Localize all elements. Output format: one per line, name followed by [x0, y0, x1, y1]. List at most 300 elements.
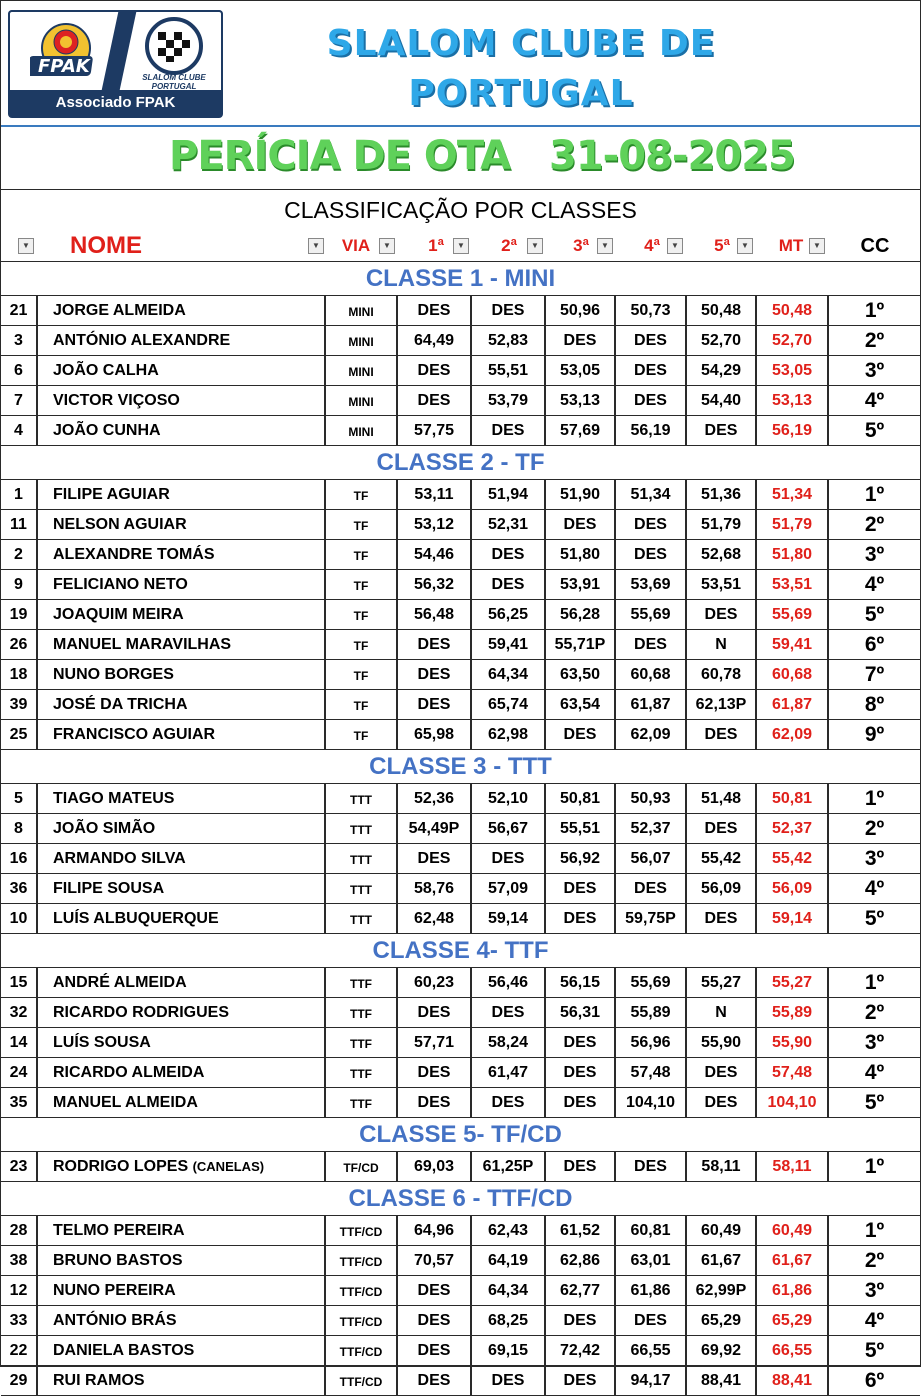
run-1-time: DES: [398, 1276, 472, 1305]
run-1-time: 54,46: [398, 540, 472, 569]
scp-logo-text: SLALOM CLUBE PORTUGAL: [142, 73, 206, 91]
run-1-time: 54,49P: [398, 814, 472, 843]
class-position: 1º: [864, 1155, 885, 1178]
class-position: 1º: [864, 787, 885, 810]
best-time: 57,48: [757, 1058, 829, 1087]
run-3-time: DES: [546, 1366, 616, 1395]
best-time: 53,51: [757, 570, 829, 599]
driver-name: NUNO BORGES: [38, 660, 326, 689]
run-3-time: 50,81: [546, 784, 616, 813]
run-4-time: 51,34: [616, 480, 687, 509]
best-time: 53,05: [757, 356, 829, 385]
run-4-time: 55,69: [616, 968, 687, 997]
best-time: 61,86: [757, 1276, 829, 1305]
table-row: [1, 784, 920, 814]
run-5-time: 51,79: [687, 510, 757, 539]
run-2-time: 64,34: [472, 1276, 546, 1305]
run-4-time: DES: [616, 540, 687, 569]
car-number: 38: [1, 1246, 38, 1275]
run-3-time: 51,80: [546, 540, 616, 569]
car-number: 5: [1, 784, 38, 813]
run-4-time: 50,93: [616, 784, 687, 813]
best-time: 59,14: [757, 904, 829, 933]
driver-name: BRUNO BASTOS: [38, 1246, 326, 1275]
car-number: 10: [1, 904, 38, 933]
run-3-time: DES: [546, 1088, 616, 1117]
run-3-time: 56,92: [546, 844, 616, 873]
run-2-time: 52,10: [472, 784, 546, 813]
car-number: 18: [1, 660, 38, 689]
run-1-time: 52,36: [398, 784, 472, 813]
table-row: [1, 570, 920, 600]
run-4-time: 59,75P: [616, 904, 687, 933]
run-2-time: DES: [472, 998, 546, 1027]
driver-name: NUNO PEREIRA: [38, 1276, 326, 1305]
car-number: 28: [1, 1216, 38, 1245]
run-2-time: 56,67: [472, 814, 546, 843]
col-r5: 5ª: [714, 236, 730, 255]
car-number: 12: [1, 1276, 38, 1305]
driver-name: RICARDO ALMEIDA: [38, 1058, 326, 1087]
event-name: PERÍCIA DE OTA: [169, 133, 511, 179]
run-3-time: 57,69: [546, 416, 616, 445]
run-2-time: 53,79: [472, 386, 546, 415]
vehicle-class: TTT: [326, 814, 398, 843]
driver-name: NELSON AGUIAR: [38, 510, 326, 539]
table-row: [1, 904, 920, 934]
filter-dropdown-icon[interactable]: ▼: [737, 238, 753, 254]
table-row: [1, 1336, 920, 1366]
car-number: 9: [1, 570, 38, 599]
car-number: 7: [1, 386, 38, 415]
driver-name: VICTOR VIÇOSO: [38, 386, 326, 415]
class-position: 8º: [864, 693, 885, 716]
run-3-time: DES: [546, 1058, 616, 1087]
run-4-time: 61,87: [616, 690, 687, 719]
class-position: 6º: [864, 1369, 885, 1392]
run-5-time: 50,48: [687, 296, 757, 325]
best-time: 51,34: [757, 480, 829, 509]
best-time: 88,41: [757, 1366, 829, 1395]
best-time: 61,67: [757, 1246, 829, 1275]
vehicle-class: TTF: [326, 998, 398, 1027]
class-position: 3º: [864, 847, 885, 870]
driver-name: JOÃO SIMÃO: [38, 814, 326, 843]
best-time: 65,29: [757, 1306, 829, 1335]
table-row: [1, 1028, 920, 1058]
table-row: [1, 1152, 920, 1182]
best-time: 59,41: [757, 630, 829, 659]
car-number: 29: [1, 1366, 38, 1395]
run-1-time: 69,03: [398, 1152, 472, 1181]
run-4-time: 62,09: [616, 720, 687, 749]
class-position: 1º: [864, 483, 885, 506]
best-time: 51,80: [757, 540, 829, 569]
best-time: 50,48: [757, 296, 829, 325]
club-title-line1: SLALOM CLUBE DE: [326, 23, 716, 64]
vehicle-class: TTF: [326, 1088, 398, 1117]
table-row: [1, 844, 920, 874]
vehicle-class: TF/CD: [326, 1152, 398, 1181]
best-time: 58,11: [757, 1152, 829, 1181]
class-position: 1º: [864, 971, 885, 994]
car-number: 8: [1, 814, 38, 843]
run-5-time: 60,49: [687, 1216, 757, 1245]
run-2-time: 51,94: [472, 480, 546, 509]
run-5-time: 53,51: [687, 570, 757, 599]
vehicle-class: TTF/CD: [326, 1366, 398, 1395]
run-5-time: 54,29: [687, 356, 757, 385]
car-number: 32: [1, 998, 38, 1027]
run-1-time: 56,32: [398, 570, 472, 599]
run-1-time: 53,11: [398, 480, 472, 509]
driver-name-text: RODRIGO LOPES: [53, 1158, 189, 1175]
run-4-time: 57,48: [616, 1058, 687, 1087]
best-time: 52,37: [757, 814, 829, 843]
car-number: 22: [1, 1336, 38, 1365]
table-row: [1, 814, 920, 844]
best-time: 53,13: [757, 386, 829, 415]
best-time: 51,79: [757, 510, 829, 539]
run-3-time: DES: [546, 1028, 616, 1057]
run-4-time: DES: [616, 874, 687, 903]
run-5-time: 52,70: [687, 326, 757, 355]
driver-name: FILIPE AGUIAR: [38, 480, 326, 509]
best-time: 61,87: [757, 690, 829, 719]
run-5-time: 65,29: [687, 1306, 757, 1335]
run-5-time: 62,13P: [687, 690, 757, 719]
run-2-time: 56,25: [472, 600, 546, 629]
run-3-time: 56,28: [546, 600, 616, 629]
best-time: 55,27: [757, 968, 829, 997]
vehicle-class: TF: [326, 720, 398, 749]
run-5-time: DES: [687, 814, 757, 843]
driver-name: ARMANDO SILVA: [38, 844, 326, 873]
run-3-time: 55,71P: [546, 630, 616, 659]
class-position: 1º: [864, 1219, 885, 1242]
class-header: CLASSE 6 - TTF/CD: [1, 1182, 920, 1216]
run-2-time: 57,09: [472, 874, 546, 903]
filter-dropdown-icon[interactable]: ▼: [667, 238, 683, 254]
car-number: 33: [1, 1306, 38, 1335]
driver-name: ANTÓNIO BRÁS: [38, 1306, 326, 1335]
run-2-time: 65,74: [472, 690, 546, 719]
run-5-time: DES: [687, 904, 757, 933]
class-position: 5º: [864, 1091, 885, 1114]
class-position: 5º: [864, 907, 885, 930]
driver-name: FELICIANO NETO: [38, 570, 326, 599]
run-3-time: 62,86: [546, 1246, 616, 1275]
run-5-time: DES: [687, 600, 757, 629]
driver-name: FRANCISCO AGUIAR: [38, 720, 326, 749]
event-date: 31-08-2025: [549, 133, 795, 179]
driver-name: ALEXANDRE TOMÁS: [38, 540, 326, 569]
run-3-time: 50,96: [546, 296, 616, 325]
table-row: [1, 510, 920, 540]
run-5-time: 54,40: [687, 386, 757, 415]
results-table: [1, 262, 920, 1396]
vehicle-class: TTF: [326, 968, 398, 997]
class-position: 2º: [864, 817, 885, 840]
driver-name: JOAQUIM MEIRA: [38, 600, 326, 629]
run-2-time: DES: [472, 1088, 546, 1117]
driver-name: RUI RAMOS: [38, 1366, 326, 1395]
run-1-time: DES: [398, 296, 472, 325]
run-2-time: 61,25P: [472, 1152, 546, 1181]
run-4-time: 60,68: [616, 660, 687, 689]
run-5-time: 51,48: [687, 784, 757, 813]
class-position: 5º: [864, 419, 885, 442]
run-2-time: DES: [472, 844, 546, 873]
car-number: 15: [1, 968, 38, 997]
run-5-time: 62,99P: [687, 1276, 757, 1305]
run-2-time: 58,24: [472, 1028, 546, 1057]
car-number: 6: [1, 356, 38, 385]
car-number: 11: [1, 510, 38, 539]
driver-name: JOSÉ DA TRICHA: [38, 690, 326, 719]
class-position: 4º: [864, 1061, 885, 1084]
run-5-time: 55,90: [687, 1028, 757, 1057]
class-position: 4º: [864, 389, 885, 412]
filter-dropdown-icon[interactable]: ▼: [379, 238, 395, 254]
run-4-time: DES: [616, 326, 687, 355]
driver-name: MANUEL ALMEIDA: [38, 1088, 326, 1117]
event-banner: [1, 127, 920, 190]
vehicle-class: MINI: [326, 326, 398, 355]
run-3-time: 53,13: [546, 386, 616, 415]
run-1-time: DES: [398, 998, 472, 1027]
run-4-time: 60,81: [616, 1216, 687, 1245]
vehicle-class: TF: [326, 660, 398, 689]
run-4-time: DES: [616, 510, 687, 539]
car-number: 2: [1, 540, 38, 569]
run-2-time: 52,31: [472, 510, 546, 539]
run-5-time: N: [687, 998, 757, 1027]
run-1-time: 57,75: [398, 416, 472, 445]
run-1-time: DES: [398, 1058, 472, 1087]
run-2-time: 61,47: [472, 1058, 546, 1087]
car-number: 14: [1, 1028, 38, 1057]
table-row: [1, 1216, 920, 1246]
best-time: 52,70: [757, 326, 829, 355]
driver-name: MANUEL MARAVILHAS: [38, 630, 326, 659]
vehicle-class: TF: [326, 630, 398, 659]
best-time: 104,10: [757, 1088, 829, 1117]
run-2-time: 59,41: [472, 630, 546, 659]
filter-dropdown-icon[interactable]: ▼: [308, 238, 324, 254]
table-row: [1, 690, 920, 720]
class-position: 3º: [864, 1279, 885, 1302]
run-3-time: DES: [546, 1152, 616, 1181]
run-1-time: 58,76: [398, 874, 472, 903]
run-4-time: 55,69: [616, 600, 687, 629]
filter-dropdown-icon[interactable]: ▼: [18, 238, 34, 254]
col-cc: CC: [860, 235, 890, 257]
table-row: [1, 480, 920, 510]
table-row: [1, 356, 920, 386]
col-r4: 4ª: [644, 236, 660, 255]
run-2-time: DES: [472, 570, 546, 599]
run-4-time: DES: [616, 1152, 687, 1181]
run-5-time: 60,78: [687, 660, 757, 689]
best-time: 56,19: [757, 416, 829, 445]
car-number: 3: [1, 326, 38, 355]
run-1-time: DES: [398, 660, 472, 689]
run-1-time: DES: [398, 1088, 472, 1117]
driver-name: DANIELA BASTOS: [38, 1336, 326, 1365]
filter-dropdown-icon[interactable]: ▼: [809, 238, 825, 254]
table-row: [1, 416, 920, 446]
table-row: [1, 296, 920, 326]
run-3-time: 63,54: [546, 690, 616, 719]
run-1-time: DES: [398, 386, 472, 415]
run-4-time: 52,37: [616, 814, 687, 843]
run-3-time: 63,50: [546, 660, 616, 689]
run-2-time: 52,83: [472, 326, 546, 355]
class-position: 2º: [864, 513, 885, 536]
vehicle-class: TTF/CD: [326, 1216, 398, 1245]
filter-dropdown-icon[interactable]: ▼: [527, 238, 543, 254]
table-row: [1, 874, 920, 904]
vehicle-class: TTT: [326, 874, 398, 903]
filter-dropdown-icon[interactable]: ▼: [453, 238, 469, 254]
driver-name: JOÃO CALHA: [38, 356, 326, 385]
run-1-time: 53,12: [398, 510, 472, 539]
run-3-time: 51,90: [546, 480, 616, 509]
car-number: 36: [1, 874, 38, 903]
run-4-time: 94,17: [616, 1366, 687, 1395]
class-position: 2º: [864, 329, 885, 352]
vehicle-class: TTT: [326, 784, 398, 813]
table-row: [1, 1306, 920, 1336]
table-row: [1, 1058, 920, 1088]
driver-name: ANTÓNIO ALEXANDRE: [38, 326, 326, 355]
class-position: 6º: [864, 633, 885, 656]
run-3-time: 56,15: [546, 968, 616, 997]
col-r2: 2ª: [501, 236, 517, 255]
table-row: [1, 630, 920, 660]
run-2-time: DES: [472, 296, 546, 325]
run-2-time: 64,19: [472, 1246, 546, 1275]
vehicle-class: TTF/CD: [326, 1246, 398, 1275]
class-position: 7º: [864, 663, 885, 686]
car-number: 1: [1, 480, 38, 509]
run-1-time: 64,96: [398, 1216, 472, 1245]
run-4-time: 55,89: [616, 998, 687, 1027]
run-2-time: 68,25: [472, 1306, 546, 1335]
run-4-time: DES: [616, 630, 687, 659]
run-3-time: 55,51: [546, 814, 616, 843]
run-2-time: 59,14: [472, 904, 546, 933]
class-header: CLASSE 4- TTF: [1, 934, 920, 968]
run-3-time: DES: [546, 510, 616, 539]
table-row: [1, 720, 920, 750]
car-number: 16: [1, 844, 38, 873]
class-position: 4º: [864, 877, 885, 900]
run-2-time: 55,51: [472, 356, 546, 385]
run-3-time: DES: [546, 874, 616, 903]
run-4-time: 56,07: [616, 844, 687, 873]
table-row: [1, 968, 920, 998]
run-2-time: 62,43: [472, 1216, 546, 1245]
run-4-time: DES: [616, 1306, 687, 1335]
class-position: 3º: [864, 1031, 885, 1054]
run-3-time: 53,91: [546, 570, 616, 599]
run-3-time: DES: [546, 904, 616, 933]
run-1-time: DES: [398, 690, 472, 719]
vehicle-class: MINI: [326, 356, 398, 385]
fpak-emblem-icon: [30, 22, 106, 84]
run-2-time: DES: [472, 416, 546, 445]
run-5-time: 61,67: [687, 1246, 757, 1275]
table-row: [1, 1276, 920, 1306]
best-time: 60,49: [757, 1216, 829, 1245]
run-4-time: 66,55: [616, 1336, 687, 1365]
driver-name: LUÍS SOUSA: [38, 1028, 326, 1057]
run-5-time: 58,11: [687, 1152, 757, 1181]
best-time: 56,09: [757, 874, 829, 903]
driver-name: [38, 1152, 326, 1181]
run-1-time: 57,71: [398, 1028, 472, 1057]
best-time: 55,90: [757, 1028, 829, 1057]
run-1-time: 56,48: [398, 600, 472, 629]
car-number: 24: [1, 1058, 38, 1087]
run-1-time: 60,23: [398, 968, 472, 997]
run-1-time: DES: [398, 844, 472, 873]
driver-name: JORGE ALMEIDA: [38, 296, 326, 325]
best-time: 62,09: [757, 720, 829, 749]
run-3-time: DES: [546, 720, 616, 749]
table-row: [1, 660, 920, 690]
best-time: 50,81: [757, 784, 829, 813]
class-position: 4º: [864, 1309, 885, 1332]
car-number: 23: [1, 1152, 38, 1181]
class-header: CLASSE 5- TF/CD: [1, 1118, 920, 1152]
run-3-time: DES: [546, 326, 616, 355]
table-row: [1, 1366, 920, 1396]
run-5-time: 88,41: [687, 1366, 757, 1395]
table-row: [1, 1246, 920, 1276]
run-1-time: 62,48: [398, 904, 472, 933]
filter-dropdown-icon[interactable]: ▼: [597, 238, 613, 254]
run-5-time: DES: [687, 720, 757, 749]
run-3-time: 62,77: [546, 1276, 616, 1305]
run-5-time: DES: [687, 1088, 757, 1117]
class-header: CLASSE 1 - MINI: [1, 262, 920, 296]
car-number: 39: [1, 690, 38, 719]
table-row: [1, 386, 920, 416]
vehicle-class: TTF/CD: [326, 1306, 398, 1335]
run-4-time: DES: [616, 386, 687, 415]
run-4-time: DES: [616, 356, 687, 385]
run-5-time: DES: [687, 1058, 757, 1087]
vehicle-class: TTF/CD: [326, 1336, 398, 1365]
run-1-time: 65,98: [398, 720, 472, 749]
class-position: 2º: [864, 1249, 885, 1272]
vehicle-class: MINI: [326, 416, 398, 445]
class-position: 2º: [864, 1001, 885, 1024]
car-number: 25: [1, 720, 38, 749]
vehicle-class: MINI: [326, 296, 398, 325]
run-3-time: 53,05: [546, 356, 616, 385]
class-position: 9º: [864, 723, 885, 746]
driver-name: TIAGO MATEUS: [38, 784, 326, 813]
run-5-time: 55,42: [687, 844, 757, 873]
vehicle-class: TTF: [326, 1058, 398, 1087]
run-2-time: 56,46: [472, 968, 546, 997]
vehicle-class: TTT: [326, 844, 398, 873]
vehicle-class: TTT: [326, 904, 398, 933]
